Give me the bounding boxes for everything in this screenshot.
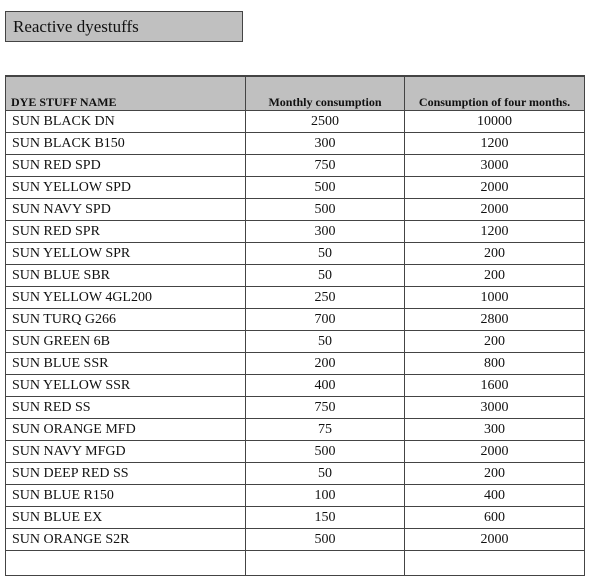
monthly-consumption-cell: 750 — [246, 397, 405, 419]
dye-name-cell: SUN RED SPR — [6, 221, 246, 243]
monthly-consumption-cell: 75 — [246, 419, 405, 441]
monthly-consumption-cell: 500 — [246, 177, 405, 199]
four-month-consumption-cell: 600 — [405, 507, 585, 529]
table-row — [6, 287, 585, 309]
four-month-consumption-cell: 2000 — [405, 441, 585, 463]
dye-name-cell: SUN ORANGE MFD — [6, 419, 246, 441]
four-month-consumption-cell: 1000 — [405, 287, 585, 309]
dye-name-cell: SUN BLUE R150 — [6, 485, 246, 507]
monthly-consumption-cell: 100 — [246, 485, 405, 507]
four-month-consumption-cell: 2000 — [405, 529, 585, 551]
dye-name-cell: SUN BLACK B150 — [6, 133, 246, 155]
monthly-consumption-cell: 200 — [246, 353, 405, 375]
monthly-consumption-cell: 150 — [246, 507, 405, 529]
table-row — [6, 177, 585, 199]
monthly-consumption-cell: 700 — [246, 309, 405, 331]
dye-name-cell: SUN YELLOW SSR — [6, 375, 246, 397]
table-header-row — [6, 76, 585, 111]
table-row — [6, 199, 585, 221]
table-row — [6, 375, 585, 397]
dye-name-cell: SUN YELLOW 4GL200 — [6, 287, 246, 309]
header-four-month-consumption: Consumption of four months. — [405, 76, 585, 111]
table-row — [6, 331, 585, 353]
four-month-consumption-cell: 2000 — [405, 199, 585, 221]
empty-cell — [405, 551, 585, 576]
empty-cell — [246, 551, 405, 576]
monthly-consumption-cell: 250 — [246, 287, 405, 309]
four-month-consumption-cell: 3000 — [405, 155, 585, 177]
table-row — [6, 353, 585, 375]
dye-name-cell: SUN YELLOW SPD — [6, 177, 246, 199]
four-month-consumption-cell: 200 — [405, 243, 585, 265]
monthly-consumption-cell: 750 — [246, 155, 405, 177]
table-row — [6, 485, 585, 507]
four-month-consumption-cell: 10000 — [405, 111, 585, 133]
table-row — [6, 111, 585, 133]
four-month-consumption-cell: 200 — [405, 265, 585, 287]
four-month-consumption-cell: 400 — [405, 485, 585, 507]
monthly-consumption-cell: 2500 — [246, 111, 405, 133]
monthly-consumption-cell: 50 — [246, 265, 405, 287]
table-row — [6, 133, 585, 155]
monthly-consumption-cell: 500 — [246, 529, 405, 551]
four-month-consumption-cell: 300 — [405, 419, 585, 441]
section-title: Reactive dyestuffs — [5, 11, 243, 42]
four-month-consumption-cell: 1200 — [405, 133, 585, 155]
four-month-consumption-cell: 3000 — [405, 397, 585, 419]
dye-name-cell: SUN RED SPD — [6, 155, 246, 177]
table-row — [6, 265, 585, 287]
table-row — [6, 243, 585, 265]
empty-table-row — [6, 551, 585, 576]
monthly-consumption-cell: 50 — [246, 463, 405, 485]
dye-name-cell: SUN RED SS — [6, 397, 246, 419]
monthly-consumption-cell: 300 — [246, 133, 405, 155]
four-month-consumption-cell: 800 — [405, 353, 585, 375]
header-dye-stuff-name: DYE STUFF NAME — [6, 76, 246, 111]
four-month-consumption-cell: 200 — [405, 463, 585, 485]
table-row — [6, 529, 585, 551]
dye-name-cell: SUN GREEN 6B — [6, 331, 246, 353]
dye-name-cell: SUN DEEP RED SS — [6, 463, 246, 485]
table-row — [6, 463, 585, 485]
dye-name-cell: SUN ORANGE S2R — [6, 529, 246, 551]
dye-name-cell: SUN NAVY MFGD — [6, 441, 246, 463]
monthly-consumption-cell: 500 — [246, 199, 405, 221]
four-month-consumption-cell: 2000 — [405, 177, 585, 199]
table-row — [6, 419, 585, 441]
monthly-consumption-cell: 300 — [246, 221, 405, 243]
table-row — [6, 309, 585, 331]
dye-name-cell: SUN NAVY SPD — [6, 199, 246, 221]
dye-name-cell: SUN BLUE SBR — [6, 265, 246, 287]
four-month-consumption-cell: 2800 — [405, 309, 585, 331]
table-row — [6, 507, 585, 529]
monthly-consumption-cell: 50 — [246, 243, 405, 265]
table-row — [6, 397, 585, 419]
monthly-consumption-cell: 50 — [246, 331, 405, 353]
four-month-consumption-cell: 1600 — [405, 375, 585, 397]
dye-name-cell: SUN BLACK DN — [6, 111, 246, 133]
four-month-consumption-cell: 1200 — [405, 221, 585, 243]
monthly-consumption-cell: 400 — [246, 375, 405, 397]
dye-name-cell: SUN BLUE EX — [6, 507, 246, 529]
monthly-consumption-cell: 500 — [246, 441, 405, 463]
dye-name-cell: SUN YELLOW SPR — [6, 243, 246, 265]
header-monthly-consumption: Monthly consumption — [246, 76, 405, 111]
dyestuff-table — [5, 75, 585, 576]
table-row — [6, 221, 585, 243]
dye-name-cell: SUN TURQ G266 — [6, 309, 246, 331]
dye-name-cell: SUN BLUE SSR — [6, 353, 246, 375]
empty-cell — [6, 551, 246, 576]
table-row — [6, 441, 585, 463]
four-month-consumption-cell: 200 — [405, 331, 585, 353]
table-row — [6, 155, 585, 177]
